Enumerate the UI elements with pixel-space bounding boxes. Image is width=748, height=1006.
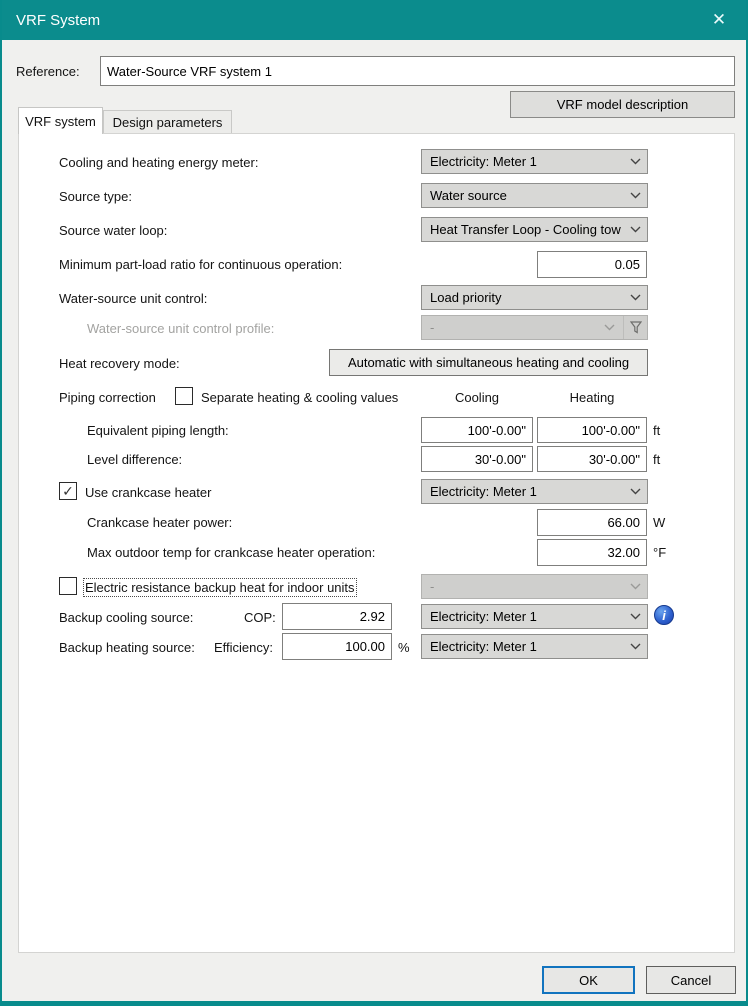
- equivalent-piping-length-unit: ft: [653, 423, 661, 438]
- info-icon[interactable]: [654, 605, 674, 625]
- crankcase-heater-power-input[interactable]: [537, 509, 647, 536]
- level-difference-cooling-input[interactable]: [421, 446, 533, 472]
- source-water-loop-value: Heat Transfer Loop - Cooling tow: [430, 222, 621, 237]
- energy-meter-dropdown[interactable]: [421, 149, 648, 174]
- reference-input[interactable]: [100, 56, 735, 86]
- heat-recovery-label: Heat recovery mode:: [59, 356, 180, 371]
- min-part-load-label: Minimum part-load ratio for continuous operation:: [59, 257, 343, 272]
- max-outdoor-temp-input[interactable]: [537, 539, 647, 566]
- chevron-down-icon: [630, 643, 641, 650]
- chevron-down-icon: [630, 158, 641, 165]
- cop-input[interactable]: [282, 603, 392, 630]
- unit-control-profile-value: -: [430, 320, 435, 335]
- source-water-loop-label: Source water loop:: [59, 223, 168, 238]
- max-outdoor-temp-unit: °F: [653, 545, 667, 560]
- crankcase-heater-meter-dropdown[interactable]: [421, 479, 648, 504]
- electric-backup-dropdown: [421, 574, 648, 599]
- source-type-dropdown[interactable]: [421, 183, 648, 208]
- chevron-down-icon: [604, 324, 615, 331]
- use-crankcase-heater-label: Use crankcase heater: [85, 485, 212, 500]
- cooling-column-header: Cooling: [454, 390, 500, 405]
- heat-recovery-mode-button[interactable]: Automatic with simultaneous heating and cooling: [329, 349, 648, 376]
- chevron-down-icon: [630, 192, 641, 199]
- crankcase-heater-power-label: Crankcase heater power:: [87, 515, 233, 530]
- source-type-label: Source type:: [59, 189, 132, 204]
- equivalent-piping-length-cooling-input[interactable]: [421, 417, 533, 443]
- piping-correction-label: Piping correction: [59, 390, 156, 405]
- unit-control-profile-dropdown: [421, 315, 648, 340]
- energy-meter-label: Cooling and heating energy meter:: [59, 155, 259, 170]
- min-part-load-input[interactable]: [537, 251, 647, 278]
- source-type-value: Water source: [430, 188, 507, 203]
- filter-funnel-icon[interactable]: [623, 316, 647, 339]
- reference-label: Reference:: [16, 64, 80, 79]
- unit-control-dropdown[interactable]: [421, 285, 648, 310]
- chevron-down-icon: [630, 613, 641, 620]
- level-difference-label: Level difference:: [87, 452, 183, 467]
- chevron-down-icon: [630, 583, 641, 590]
- info-letter: i: [662, 607, 666, 623]
- unit-control-profile-label: Water-source unit control profile:: [87, 321, 275, 336]
- chevron-down-icon: [630, 488, 641, 495]
- heating-column-header: Heating: [569, 390, 615, 405]
- max-outdoor-temp-label: Max outdoor temp for crankcase heater operation:: [87, 545, 376, 560]
- efficiency-input[interactable]: [282, 633, 392, 660]
- equivalent-piping-length-label: Equivalent piping length:: [87, 423, 229, 438]
- source-water-loop-dropdown[interactable]: [421, 217, 648, 242]
- level-difference-unit: ft: [653, 452, 661, 467]
- tab-vrf-system[interactable]: VRF system: [18, 107, 103, 134]
- check-icon: ✓: [62, 483, 74, 499]
- backup-cooling-meter-value: Electricity: Meter 1: [430, 609, 537, 624]
- chevron-down-icon: [630, 226, 641, 233]
- unit-control-value: Load priority: [430, 290, 502, 305]
- window-title: VRF System: [16, 11, 101, 29]
- unit-control-label: Water-source unit control:: [59, 291, 208, 306]
- electric-backup-label: Electric resistance backup heat for indoor units: [85, 580, 355, 595]
- cancel-button[interactable]: Cancel: [646, 966, 736, 994]
- title-bar: [0, 0, 748, 40]
- crankcase-heater-power-unit: W: [653, 515, 666, 530]
- backup-heating-meter-dropdown[interactable]: [421, 634, 648, 659]
- backup-cooling-source-label: Backup cooling source:: [59, 610, 194, 625]
- use-crankcase-heater-checkbox[interactable]: [59, 482, 77, 500]
- electric-backup-checkbox[interactable]: [59, 577, 77, 595]
- efficiency-unit: %: [398, 640, 410, 655]
- chevron-down-icon: [630, 294, 641, 301]
- close-icon[interactable]: ✕: [711, 10, 727, 29]
- backup-heating-meter-value: Electricity: Meter 1: [430, 639, 537, 654]
- backup-cooling-meter-dropdown[interactable]: [421, 604, 648, 629]
- crankcase-heater-meter-value: Electricity: Meter 1: [430, 484, 537, 499]
- energy-meter-value: Electricity: Meter 1: [430, 154, 537, 169]
- tab-design-parameters[interactable]: Design parameters: [103, 110, 232, 134]
- level-difference-heating-input[interactable]: [537, 446, 647, 472]
- electric-backup-value: -: [430, 579, 435, 594]
- cop-label: COP:: [244, 610, 276, 625]
- vrf-model-description-button[interactable]: VRF model description: [510, 91, 735, 118]
- efficiency-label: Efficiency:: [214, 640, 274, 655]
- equivalent-piping-length-heating-input[interactable]: [537, 417, 647, 443]
- separate-values-checkbox[interactable]: [175, 387, 193, 405]
- separate-values-label: Separate heating & cooling values: [201, 390, 399, 405]
- ok-button[interactable]: OK: [542, 966, 635, 994]
- backup-heating-source-label: Backup heating source:: [59, 640, 195, 655]
